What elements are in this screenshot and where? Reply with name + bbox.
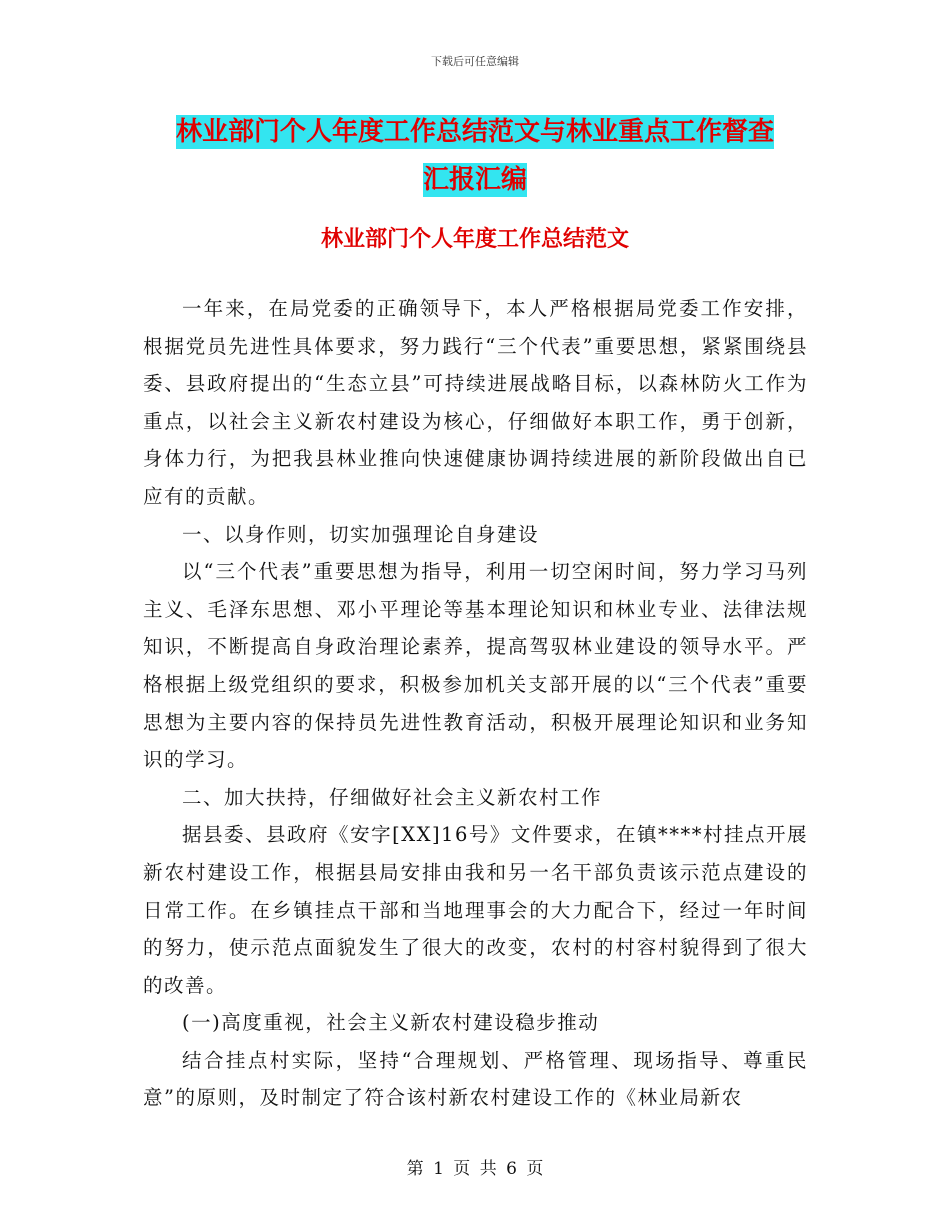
paragraph: 一年来，在局党委的正确领导下，本人严格根据局党委工作安排，根据党员先进性具体要求，努力践行“三个代表”重要思想，紧紧围绕县委、县政府提出的“生态立县”可持续进展战略目标，以森林防火工作为重点，以社会主义新农村建设为核心，仔细做好本职工作，勇于创新，身体力行，为把我县林业推向快速健康协调持续进展的新阶段做出自已应有的贡献。 xyxy=(143,297,808,508)
page-number: 第 1 页 共 6 页 xyxy=(406,1159,544,1179)
paragraph-heading: 二、加大扶持，仔细做好社会主义新农村工作 xyxy=(182,785,603,809)
paragraph: 以“三个代表”重要思想为指导，利用一切空闲时间，努力学习马列主义、毛泽东思想、邓小平理论等基本理论知识和林业专业、法律法规知识，不断提高自身政治理论素养，提高驾驭林业建设的领导水平。严格根据上级党组织的要求，积极参加机关支部开展的以“三个代表”重要思想为主要内容的保持员先进性教育活动，积极开展理论知识和业务知识的学习。 xyxy=(143,560,808,772)
document-title xyxy=(130,108,820,204)
paragraph-heading: 一、以身作则，切实加强理论自身建设 xyxy=(182,522,540,546)
document-title-line2: 汇报汇编 xyxy=(422,165,527,195)
document-body xyxy=(143,290,808,1117)
paragraph: 据县委、县政府《安字[XX]16号》文件要求，在镇****村挂点开展新农村建设工作，根据县局安排由我和另一名干部负责该示范点建设的日常工作。在乡镇挂点干部和当地理事会的大力配合下，经过一年时间的努力，使示范点面貌发生了很大的改变，农村的村容村貌得到了很大的改善。 xyxy=(143,823,808,997)
paragraph-heading: (一)高度重视，社会主义新农村建设稳步推动 xyxy=(182,1011,600,1035)
page-header-note: 下载后可任意编辑 xyxy=(431,55,519,68)
section-title: 林业部门个人年度工作总结范文 xyxy=(320,227,629,252)
document-title-line1: 林业部门个人年度工作总结范文与林业重点工作督查 xyxy=(175,117,774,147)
paragraph: 结合挂点村实际，坚持“合理规划、严格管理、现场指导、尊重民意”的原则，及时制定了符合该村新农村建设工作的《林业局新农 xyxy=(143,1048,808,1110)
